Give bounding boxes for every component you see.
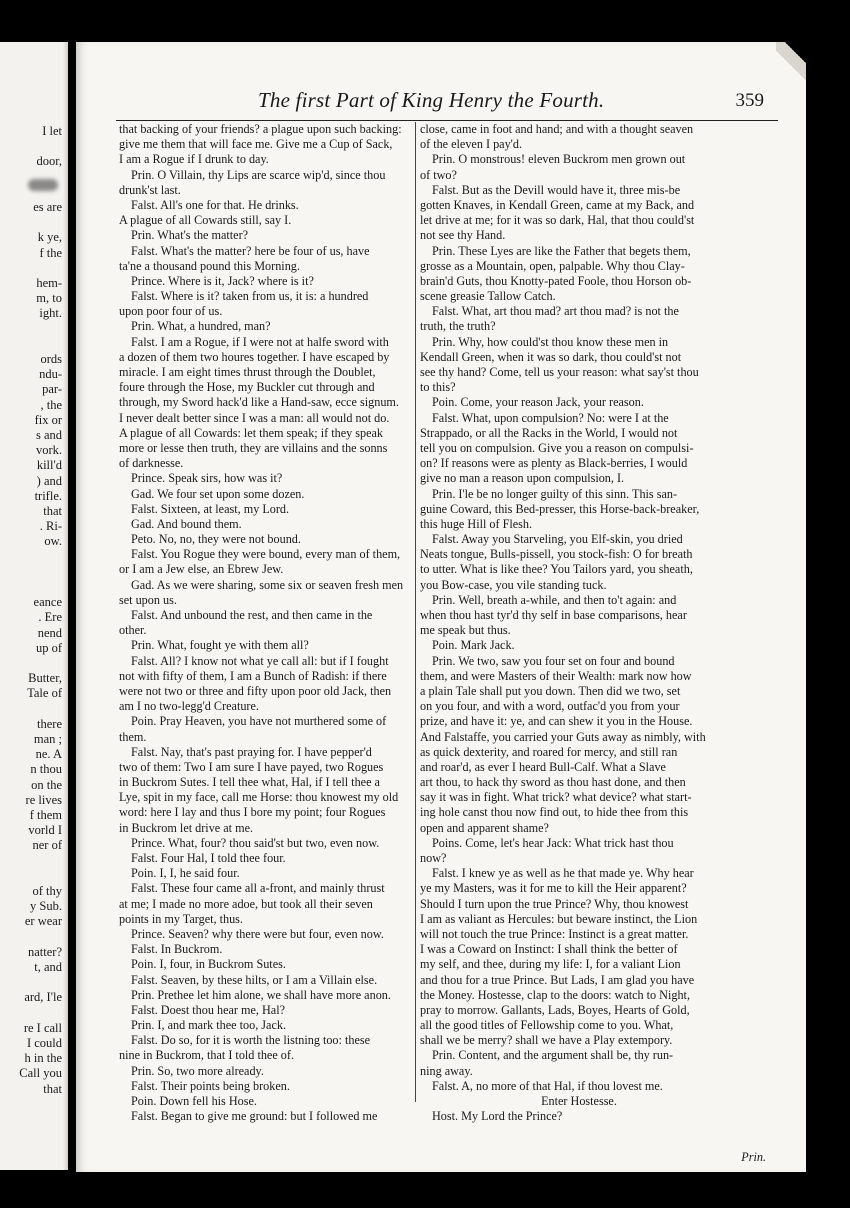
text-line: Poin. I, four, in Buckrom Sutes. xyxy=(131,957,286,972)
text-line: Falst. A, no more of that Hal, if thou lovest me. xyxy=(432,1078,663,1093)
running-title: The first Part of King Henry the Fourth. xyxy=(258,88,605,112)
text-line: through, my Sword hack'd like a Hand-saw, ecce signum. xyxy=(119,395,399,410)
text-line: foure through the Hose, my Buckler cut through and xyxy=(119,380,375,395)
text-line: Falst. Four Hal, I told thee four. xyxy=(131,851,286,865)
text-line: of the eleven I pay'd. xyxy=(420,137,523,152)
facing-page-fragment xyxy=(0,42,68,1170)
text-line: Falst. What's the matter? here be four of us, have xyxy=(131,243,370,258)
text-line: Prin. Well, breath a-while, and then to't again: and xyxy=(432,592,677,607)
text-line: Falst. Doest thou hear me, Hal? xyxy=(131,1002,285,1017)
facing-page-line: that xyxy=(43,1081,62,1096)
text-line: on you four, and with a word, outfac'd you from your xyxy=(420,699,680,714)
text-line: A plague of all Cowards: let them speak; if they speak xyxy=(119,425,383,440)
text-line: give me them that will face me. Give me a Cup of Sack, xyxy=(119,137,393,152)
text-line: truth, the truth? xyxy=(420,319,496,334)
facing-page-line: of thy xyxy=(32,884,62,898)
facing-page-line: ne. A xyxy=(35,747,62,762)
text-line: ing hole canst thou now find out, to hide thee from this xyxy=(420,805,689,820)
facing-page-line: ) and xyxy=(36,473,62,488)
book-page xyxy=(76,42,806,1172)
text-line: not see thy Hand. xyxy=(420,228,506,243)
text-line: Falst. I am a Rogue, if I were not at halfe sword with xyxy=(131,334,389,349)
text-line: see thy hand? Come, tell us your reason: what say'st thou xyxy=(420,365,699,379)
text-line: am I no two-legg'd Creature. xyxy=(119,699,259,714)
text-line: of darknesse. xyxy=(119,456,184,471)
facing-page-line: y Sub. xyxy=(30,899,62,914)
text-line: upon poor four of us. xyxy=(119,304,223,319)
text-line: Falst. Where is it? taken from us, it is: a hundred xyxy=(131,289,369,304)
text-line: Prin. Why, how could'st thou know these men in xyxy=(432,334,669,349)
text-line: and thou for a true Prince. But Lads, I am glad you have xyxy=(420,972,695,987)
text-line: Falst. Away you Starveling, you Elf-skin, you dried xyxy=(432,532,683,547)
facing-page-line: Butter, xyxy=(28,671,62,686)
text-line: Falst. What, upon compulsion? No: were I at the xyxy=(432,410,669,425)
text-line: Prince. Where is it, Jack? where is it? xyxy=(131,273,314,288)
text-line: I am a Rogue if I drunk to day. xyxy=(119,152,269,167)
text-line: Falst. All? I know not what ye call all: but if I fought xyxy=(131,653,389,668)
text-line: points in my Target, thus. xyxy=(119,911,243,926)
facing-page-line: Tale of xyxy=(27,686,62,701)
facing-page-line: there xyxy=(37,716,62,731)
text-line: Gad. And bound them. xyxy=(131,516,242,531)
text-line: Kendall Green, when it was so dark, thou could'st not xyxy=(420,349,682,364)
text-line: Prin. What's the matter? xyxy=(131,228,249,243)
text-line: Prin. O monstrous! eleven Buckrom men grown out xyxy=(432,152,686,167)
text-line: Poin. Come, your reason Jack, your reason. xyxy=(432,395,644,410)
text-line: art thou, to hack thy sword as thou hast done, and then xyxy=(420,775,686,790)
facing-page-line: re lives xyxy=(25,792,62,807)
facing-page-line: k ye, xyxy=(37,230,62,245)
text-line: Falst. Do so, for it is worth the listning too: these xyxy=(131,1033,371,1048)
facing-page-line: ndu- xyxy=(39,367,62,382)
text-line: Prin. So, two more already. xyxy=(131,1063,264,1078)
text-line: Falst. Their points being broken. xyxy=(131,1078,290,1093)
text-line: And Falstaffe, you carried your Guts away as nimbly, with xyxy=(420,729,706,744)
text-line: Poin. Pray Heaven, you have not murthered some of xyxy=(131,714,387,729)
text-line: Poin. Down fell his Hose. xyxy=(131,1094,257,1108)
text-line: Gad. As we were sharing, some six or seaven fresh men xyxy=(131,577,404,592)
text-line: I never dealt better since I was a man: all would not do. xyxy=(119,410,390,425)
text-line: now? xyxy=(420,851,447,865)
text-line: shall we be merry? shall we have a Play extempory. xyxy=(420,1033,673,1048)
facing-page-line: man ; xyxy=(33,732,62,746)
text-line: as quick dexterity, and roared for mercy, and still ran xyxy=(420,744,678,759)
text-line: my self, and thee, during my life: I, for a valiant Lion xyxy=(420,957,681,972)
facing-page-line: t, and xyxy=(34,960,62,974)
header-rule xyxy=(116,120,778,121)
text-line: Lye, spit in my face, call me Horse: thou knowest my old xyxy=(119,790,399,805)
facing-page-line: . Ri- xyxy=(39,519,62,534)
text-line: say it was in fight. What trick? what device? what start- xyxy=(420,790,692,805)
facing-page-line: eance xyxy=(33,595,62,610)
text-line: a dozen of them two houres together. I have escaped by xyxy=(119,349,390,364)
text-line: Falst. In Buckrom. xyxy=(131,942,223,957)
text-line: the Money. Hostesse, clap to the doors: watch to Night, xyxy=(420,987,690,1002)
text-line: Prin. I'le be no longer guilty of this sinn. This san- xyxy=(432,486,678,501)
facing-page-line: door, xyxy=(36,154,62,169)
text-line: two of them: Two I am sure I have payed, two Rogues xyxy=(119,759,384,774)
text-line: them, and were Masters of their Wealth: mark now how xyxy=(420,668,692,683)
text-line: will not touch the true Prince: Instinct is a great matter. xyxy=(420,926,689,941)
facing-page-line: . Ere xyxy=(38,610,62,625)
text-line: on? If reasons were as plenty as Black-berries, I would xyxy=(420,456,688,471)
text-line: Falst. All's one for that. He drinks. xyxy=(131,197,299,212)
text-line: were not two or three and fifty upon poor old Jack, then xyxy=(119,683,392,698)
text-line: Prince. What, four? thou said'st but two, even now. xyxy=(131,835,380,850)
facing-page-line: n thou xyxy=(30,762,62,777)
facing-page-line: fix or xyxy=(34,412,62,427)
text-line: close, came in foot and hand; and with a thought seaven xyxy=(420,122,694,136)
facing-page-line: natter? xyxy=(27,944,62,959)
text-line: Gad. We four set upon some dozen. xyxy=(131,486,305,501)
text-line: nine in Buckrom, that I told thee of. xyxy=(119,1048,294,1063)
text-line: Prin. What, a hundred, man? xyxy=(131,319,271,334)
facing-page-line: kill'd xyxy=(36,458,62,473)
text-line: gotten Knaves, in Kendall Green, came at my Back, and xyxy=(420,197,695,212)
text-line: open and apparent shame? xyxy=(420,820,549,835)
text-column-left xyxy=(119,122,411,1124)
text-line: me speak but thus. xyxy=(420,623,511,638)
facing-page-line: s and xyxy=(35,428,62,442)
facing-page-line: , the xyxy=(40,397,62,412)
text-line: in Buckrom Sutes. I tell thee what, Hal, if I tell thee a xyxy=(119,775,380,790)
facing-page-line: I let xyxy=(42,124,62,138)
page-gutter-shadow xyxy=(63,42,68,1170)
facing-page-line: Call you xyxy=(19,1066,62,1081)
facing-page-line: on the xyxy=(31,777,62,792)
text-line: brain'd Guts, thou Knotty-pated Foole, thou Horson ob- xyxy=(420,273,692,288)
text-line: you Bow-case, you vile standing tuck. xyxy=(420,577,607,592)
text-line: Poin. Mark Jack. xyxy=(432,638,515,653)
facing-page-line: ight. xyxy=(39,306,62,321)
facing-page-line: m, to xyxy=(36,291,62,306)
text-line: Falst. Seaven, by these hilts, or I am a Villain else. xyxy=(131,972,378,987)
text-line: them. xyxy=(119,729,147,744)
catchword: Prin. xyxy=(741,1150,766,1164)
text-line: word: here I lay and thus I bore my point; four Rogues xyxy=(119,805,386,820)
facing-page-line: vork. xyxy=(35,443,62,458)
facing-page-line: h in the xyxy=(24,1051,62,1066)
text-line: Prin. Prethee let him alone, we shall have more anon. xyxy=(131,987,391,1002)
facing-page-line: that xyxy=(43,504,62,518)
text-line: grosse as a Mountain, open, palpable. Why thou Clay- xyxy=(420,258,685,273)
text-line: Falst. These four came all a-front, and mainly thrust xyxy=(131,881,385,896)
facing-page-line: nend xyxy=(37,625,62,640)
text-line: Poin. I, I, he said four. xyxy=(131,866,240,881)
text-line: Prince. Seaven? why there were but four, even now. xyxy=(131,926,384,941)
text-line: Enter Hostesse. xyxy=(541,1094,617,1108)
text-line: prize, and have it: ye, and can shew it you in the House. xyxy=(420,714,693,729)
facing-page-line: par- xyxy=(42,382,62,397)
column-divider xyxy=(415,122,416,1102)
text-line: I was a Coward on Instinct: I shall think the better of xyxy=(420,942,678,957)
text-line: Falst. You Rogue they were bound, every man of them, xyxy=(131,547,401,562)
facing-page-line: hem- xyxy=(36,276,62,290)
ink-smudge xyxy=(28,179,58,191)
facing-page-line: I could xyxy=(26,1036,62,1050)
text-line: Falst. Nay, that's past praying for. I have pepper'd xyxy=(131,744,372,759)
facing-page-line: up of xyxy=(35,640,62,655)
facing-page-line: ner of xyxy=(32,838,62,853)
text-line: tell you on compulsion. Give you a reason on compulsi- xyxy=(420,440,694,455)
text-line: Neats tongue, Bulls-pissell, you stock-fish: O for breath xyxy=(420,547,693,562)
facing-page-line: es are xyxy=(33,200,62,214)
page-corner-curl xyxy=(776,42,806,82)
facing-page-line: re I call xyxy=(23,1020,62,1035)
text-line: of two? xyxy=(420,167,457,182)
facing-page-line: f the xyxy=(39,245,62,260)
text-line: Falst. Began to give me ground: but I followed me xyxy=(131,1109,378,1124)
facing-page-line: er wear xyxy=(24,914,62,929)
text-line: guine Coward, this Bed-presser, this Horse-back-breaker, xyxy=(420,501,700,516)
facing-page-line: vorld I xyxy=(28,823,62,838)
text-line: all the good titles of Fellowship come to you. What, xyxy=(420,1018,674,1033)
text-line: let drive at me; for it was so dark, Hal, that thou could'st xyxy=(420,213,695,228)
facing-page-line: ords xyxy=(40,352,62,366)
text-line: Prin. Content, and the argument shall be, thy run- xyxy=(432,1048,674,1063)
facing-page-line: ard, I'le xyxy=(24,990,62,1005)
facing-page-line: f them xyxy=(29,808,62,822)
text-line: A plague of all Cowards still, say I. xyxy=(119,213,292,228)
facing-page-line: ow. xyxy=(44,534,62,549)
text-line: to utter. What is like thee? You Tailors yard, you sheath, xyxy=(420,562,693,577)
text-line: Falst. But as the Devill would have it, three mis-be xyxy=(432,182,681,197)
text-line: not with fifty of them, I am a Bunch of Radish: if there xyxy=(119,668,387,683)
text-line: pray to morrow. Gallants, Lads, Boyes, Hearts of Gold, xyxy=(420,1002,690,1017)
text-line: a plain Tale shall put you down. Then did we two, set xyxy=(420,683,681,698)
text-line: Should I turn upon the true Prince? Why, thou knowest xyxy=(420,896,689,911)
text-line: that backing of your friends? a plague upon such backing: xyxy=(119,122,402,136)
text-line: Falst. And unbound the rest, and then came in the xyxy=(131,608,373,622)
text-line: and roar'd, as ever I heard Bull-Calf. What a Slave xyxy=(420,759,666,774)
text-line: ta'ne a thousand pound this Morning. xyxy=(119,258,300,273)
text-line: I am as valiant as Hercules: but beware instinct, the Lion xyxy=(420,911,698,926)
text-line: or I am a Jew else, an Ebrew Jew. xyxy=(119,562,284,577)
text-line: other. xyxy=(119,623,147,638)
text-line: scene greasie Tallow Catch. xyxy=(420,289,556,304)
text-line: Falst. What, art thou mad? art thou mad? is not the xyxy=(432,304,679,319)
text-line: more or lesse then truth, they are villains and the sonns xyxy=(119,440,388,455)
text-line: Falst. Sixteen, at least, my Lord. xyxy=(131,501,290,516)
text-line: Prin. I, and mark thee too, Jack. xyxy=(131,1018,287,1033)
text-line: miracle. I am eight times thrust through the Doublet, xyxy=(119,365,376,379)
text-line: Prin. These Lyes are like the Father that begets them, xyxy=(432,243,691,258)
text-line: Poins. Come, let's hear Jack: What trick hast thou xyxy=(432,835,674,850)
text-line: Prin. What, fought ye with them all? xyxy=(131,638,309,653)
text-line: drunk'st last. xyxy=(119,182,181,197)
text-line: ning away. xyxy=(420,1063,473,1078)
text-line: Prin. We two, saw you four set on four and bound xyxy=(432,653,675,668)
text-line: ye my Masters, was it for me to kill the Heir apparent? xyxy=(420,881,687,896)
text-line: in Buckrom let drive at me. xyxy=(119,820,254,835)
text-line: Falst. I knew ye as well as he that made ye. Why hear xyxy=(432,866,694,881)
text-line: Peto. No, no, they were not bound. xyxy=(131,532,301,547)
text-line: Prin. O Villain, thy Lips are scarce wip'd, since thou xyxy=(131,167,386,182)
text-column-right xyxy=(420,122,738,1124)
text-line: Host. My Lord the Prince? xyxy=(432,1109,563,1124)
text-line: Strappado, or all the Racks in the World, I would not xyxy=(420,425,678,440)
text-line: set upon us. xyxy=(119,592,177,607)
text-line: give no man a reason upon compulsion, I. xyxy=(420,471,625,486)
text-line: when thou hast tyr'd thy self in base comparisons, hear xyxy=(420,608,687,622)
facing-page-line: trifle. xyxy=(34,488,62,503)
page-number: 359 xyxy=(735,90,764,111)
text-line: this huge Hill of Flesh. xyxy=(420,516,533,531)
text-line: at me; I made no more adoe, but took all their seven xyxy=(119,896,373,911)
text-line: Prince. Speak sirs, how was it? xyxy=(131,471,283,486)
text-line: to this? xyxy=(420,380,456,395)
